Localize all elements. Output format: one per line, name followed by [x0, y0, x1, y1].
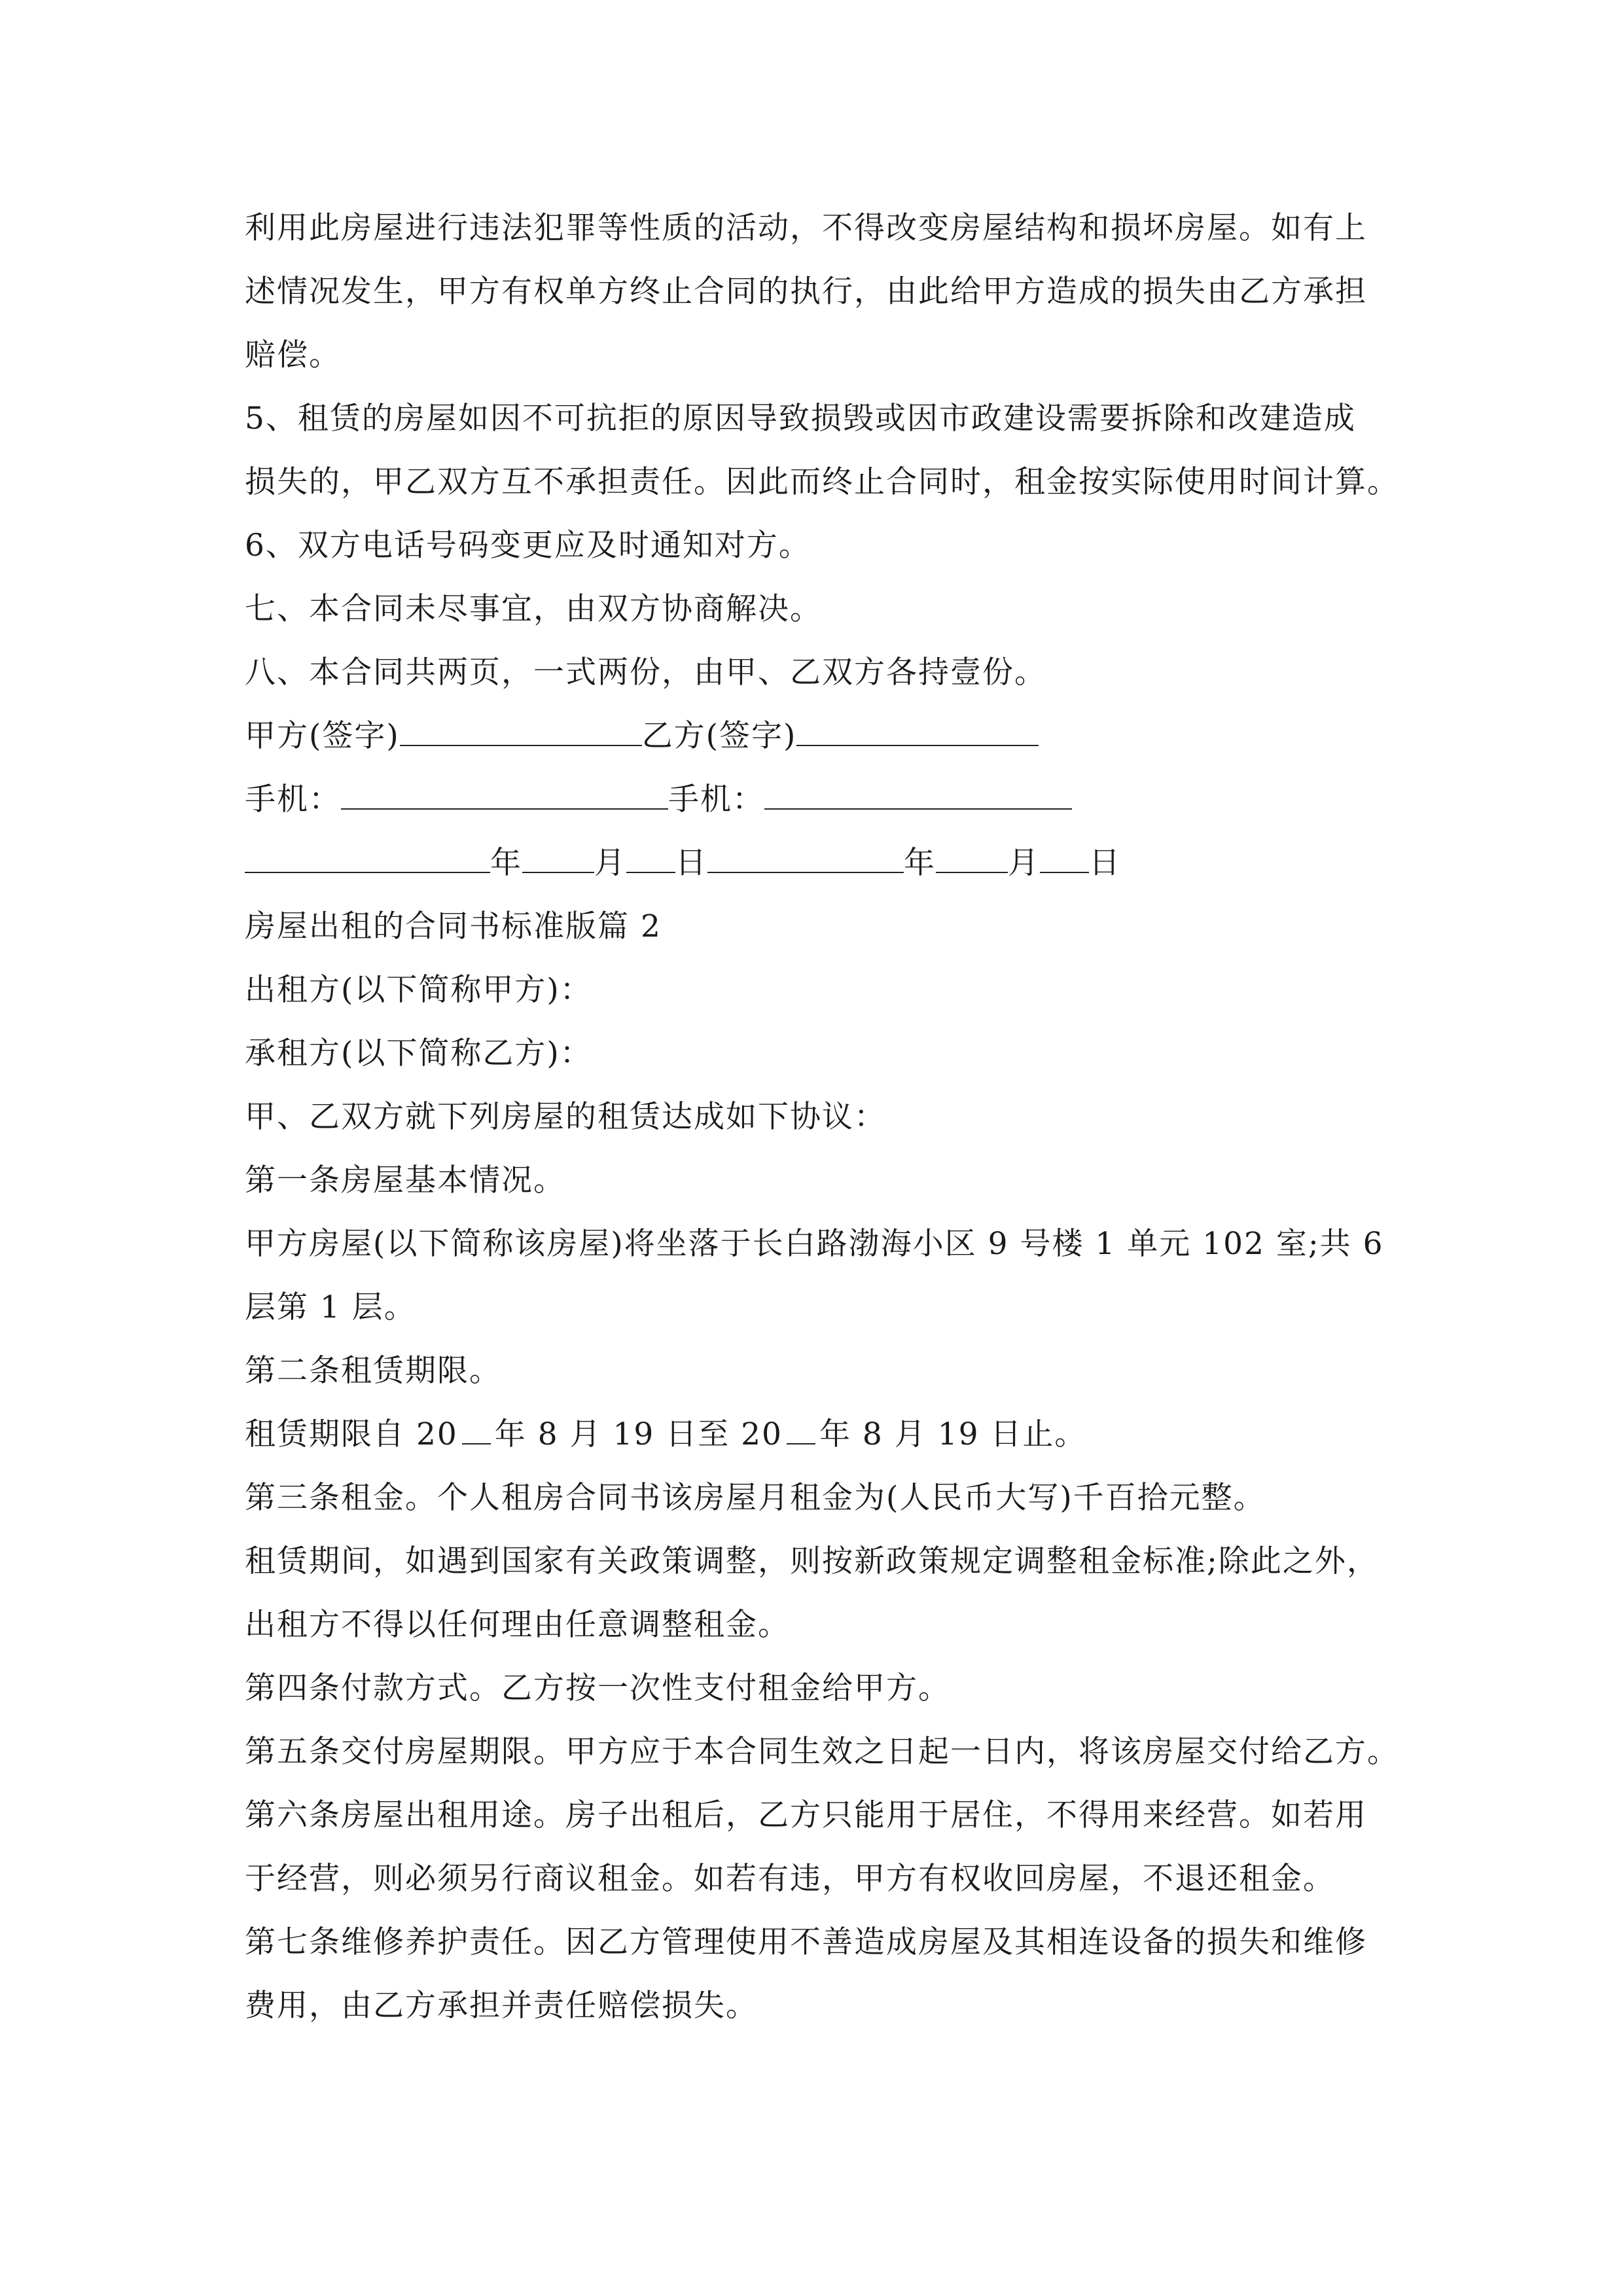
paragraph-line: 甲、乙双方就下列房屋的租赁达成如下协议： — [245, 1099, 886, 1135]
paragraph-line: 6、双方电话号码变更应及时通知对方。 — [245, 528, 811, 564]
paragraph-line: 承租方(以下简称乙方)： — [245, 1035, 592, 1071]
phone-line — [245, 768, 1383, 831]
paragraph-line: 第二条租赁期限。 — [245, 1353, 501, 1389]
party-a-month-blank — [522, 833, 594, 873]
year-label: 年 — [904, 845, 936, 881]
document-body — [245, 196, 1399, 2037]
paragraph-line: 出租方不得以任何理由任意调整租金。 — [245, 1607, 790, 1643]
paragraph-line: 甲方房屋(以下简称该房屋)将坐落于长白路渤海小区 9 号楼 1 单元 102 室;共 6 — [245, 1226, 1384, 1262]
party-a-day-blank — [626, 833, 675, 873]
paragraph-line: 赔偿。 — [245, 337, 341, 373]
date-line — [245, 831, 1383, 895]
signature-line — [245, 704, 1383, 768]
paragraph-line: 第四条付款方式。乙方按一次性支付租金给甲方。 — [245, 1670, 950, 1706]
paragraph-line: 第三条租金。个人租房合同书该房屋月租金为(人民币大写)千百拾元整。 — [245, 1480, 1266, 1516]
party-a-label: 甲方(签字) — [245, 718, 400, 754]
paragraph-line: 利用此房屋进行违法犯罪等性质的活动，不得改变房屋结构和损坏房屋。如有上 — [245, 210, 1367, 246]
paragraph-line: 第五条交付房屋期限。甲方应于本合同生效之日起一日内，将该房屋交付给乙方。 — [245, 1734, 1399, 1770]
party-a-year-blank — [245, 833, 490, 873]
paragraph-line: 第一条房屋基本情况。 — [245, 1162, 565, 1198]
paragraph-line: 层第 1 层。 — [245, 1289, 416, 1325]
party-b-year-blank — [707, 833, 904, 873]
paragraph-line: 第六条房屋出租用途。房子出租后，乙方只能用于居住，不得用来经营。如若用 — [245, 1797, 1367, 1833]
month-label: 月 — [594, 845, 626, 881]
party-b-month-blank — [936, 833, 1008, 873]
month-label: 月 — [1008, 845, 1040, 881]
party-a-signature-blank — [400, 706, 642, 746]
end-year-blank — [787, 1413, 815, 1444]
party-a-phone-blank — [341, 769, 668, 810]
party-a-phone-label: 手机： — [245, 781, 341, 817]
section-title: 房屋出租的合同书标准版篇 2 — [245, 908, 662, 944]
paragraph-line: 七、本合同未尽事宜，由双方协商解决。 — [245, 591, 822, 627]
party-b-label: 乙方(签字) — [641, 718, 797, 754]
day-label: 日 — [1089, 845, 1121, 881]
paragraph-line: 述情况发生，甲方有权单方终止合同的执行，由此给甲方造成的损失由乙方承担 — [245, 274, 1367, 310]
party-b-phone-label: 手机： — [668, 781, 764, 817]
start-year-blank — [462, 1413, 491, 1444]
term-prefix: 租赁期限自 20 — [245, 1416, 458, 1452]
paragraph-line: 出租方(以下简称甲方)： — [245, 972, 592, 1008]
paragraph-line: 损失的，甲乙双方互不承担责任。因此而终止合同时，租金按实际使用时间计算。 — [245, 464, 1399, 500]
paragraph-line: 5、租赁的房屋如因不可抗拒的原因导致损毁或因市政建设需要拆除和改建造成 — [245, 401, 1356, 437]
party-b-phone-blank — [764, 769, 1072, 810]
day-label: 日 — [675, 845, 707, 881]
year-label: 年 — [490, 845, 522, 881]
term-suffix: 年 8 月 19 日止。 — [819, 1416, 1087, 1452]
paragraph-line: 于经营，则必须另行商议租金。如若有违，甲方有权收回房屋，不退还租金。 — [245, 1861, 1335, 1897]
term-middle: 年 8 月 19 日至 20 — [494, 1416, 783, 1452]
party-b-day-blank — [1040, 833, 1089, 873]
paragraph-line: 第七条维修养护责任。因乙方管理使用不善造成房屋及其相连设备的损失和维修 — [245, 1924, 1367, 1960]
lease-term-line — [245, 1403, 1383, 1466]
paragraph-line: 八、本合同共两页，一式两份，由甲、乙双方各持壹份。 — [245, 655, 1046, 691]
party-b-signature-blank — [796, 706, 1039, 746]
paragraph-line: 费用，由乙方承担并责任赔偿损失。 — [245, 1988, 758, 2024]
paragraph-line: 租赁期间，如遇到国家有关政策调整，则按新政策规定调整租金标准;除此之外， — [245, 1543, 1379, 1579]
